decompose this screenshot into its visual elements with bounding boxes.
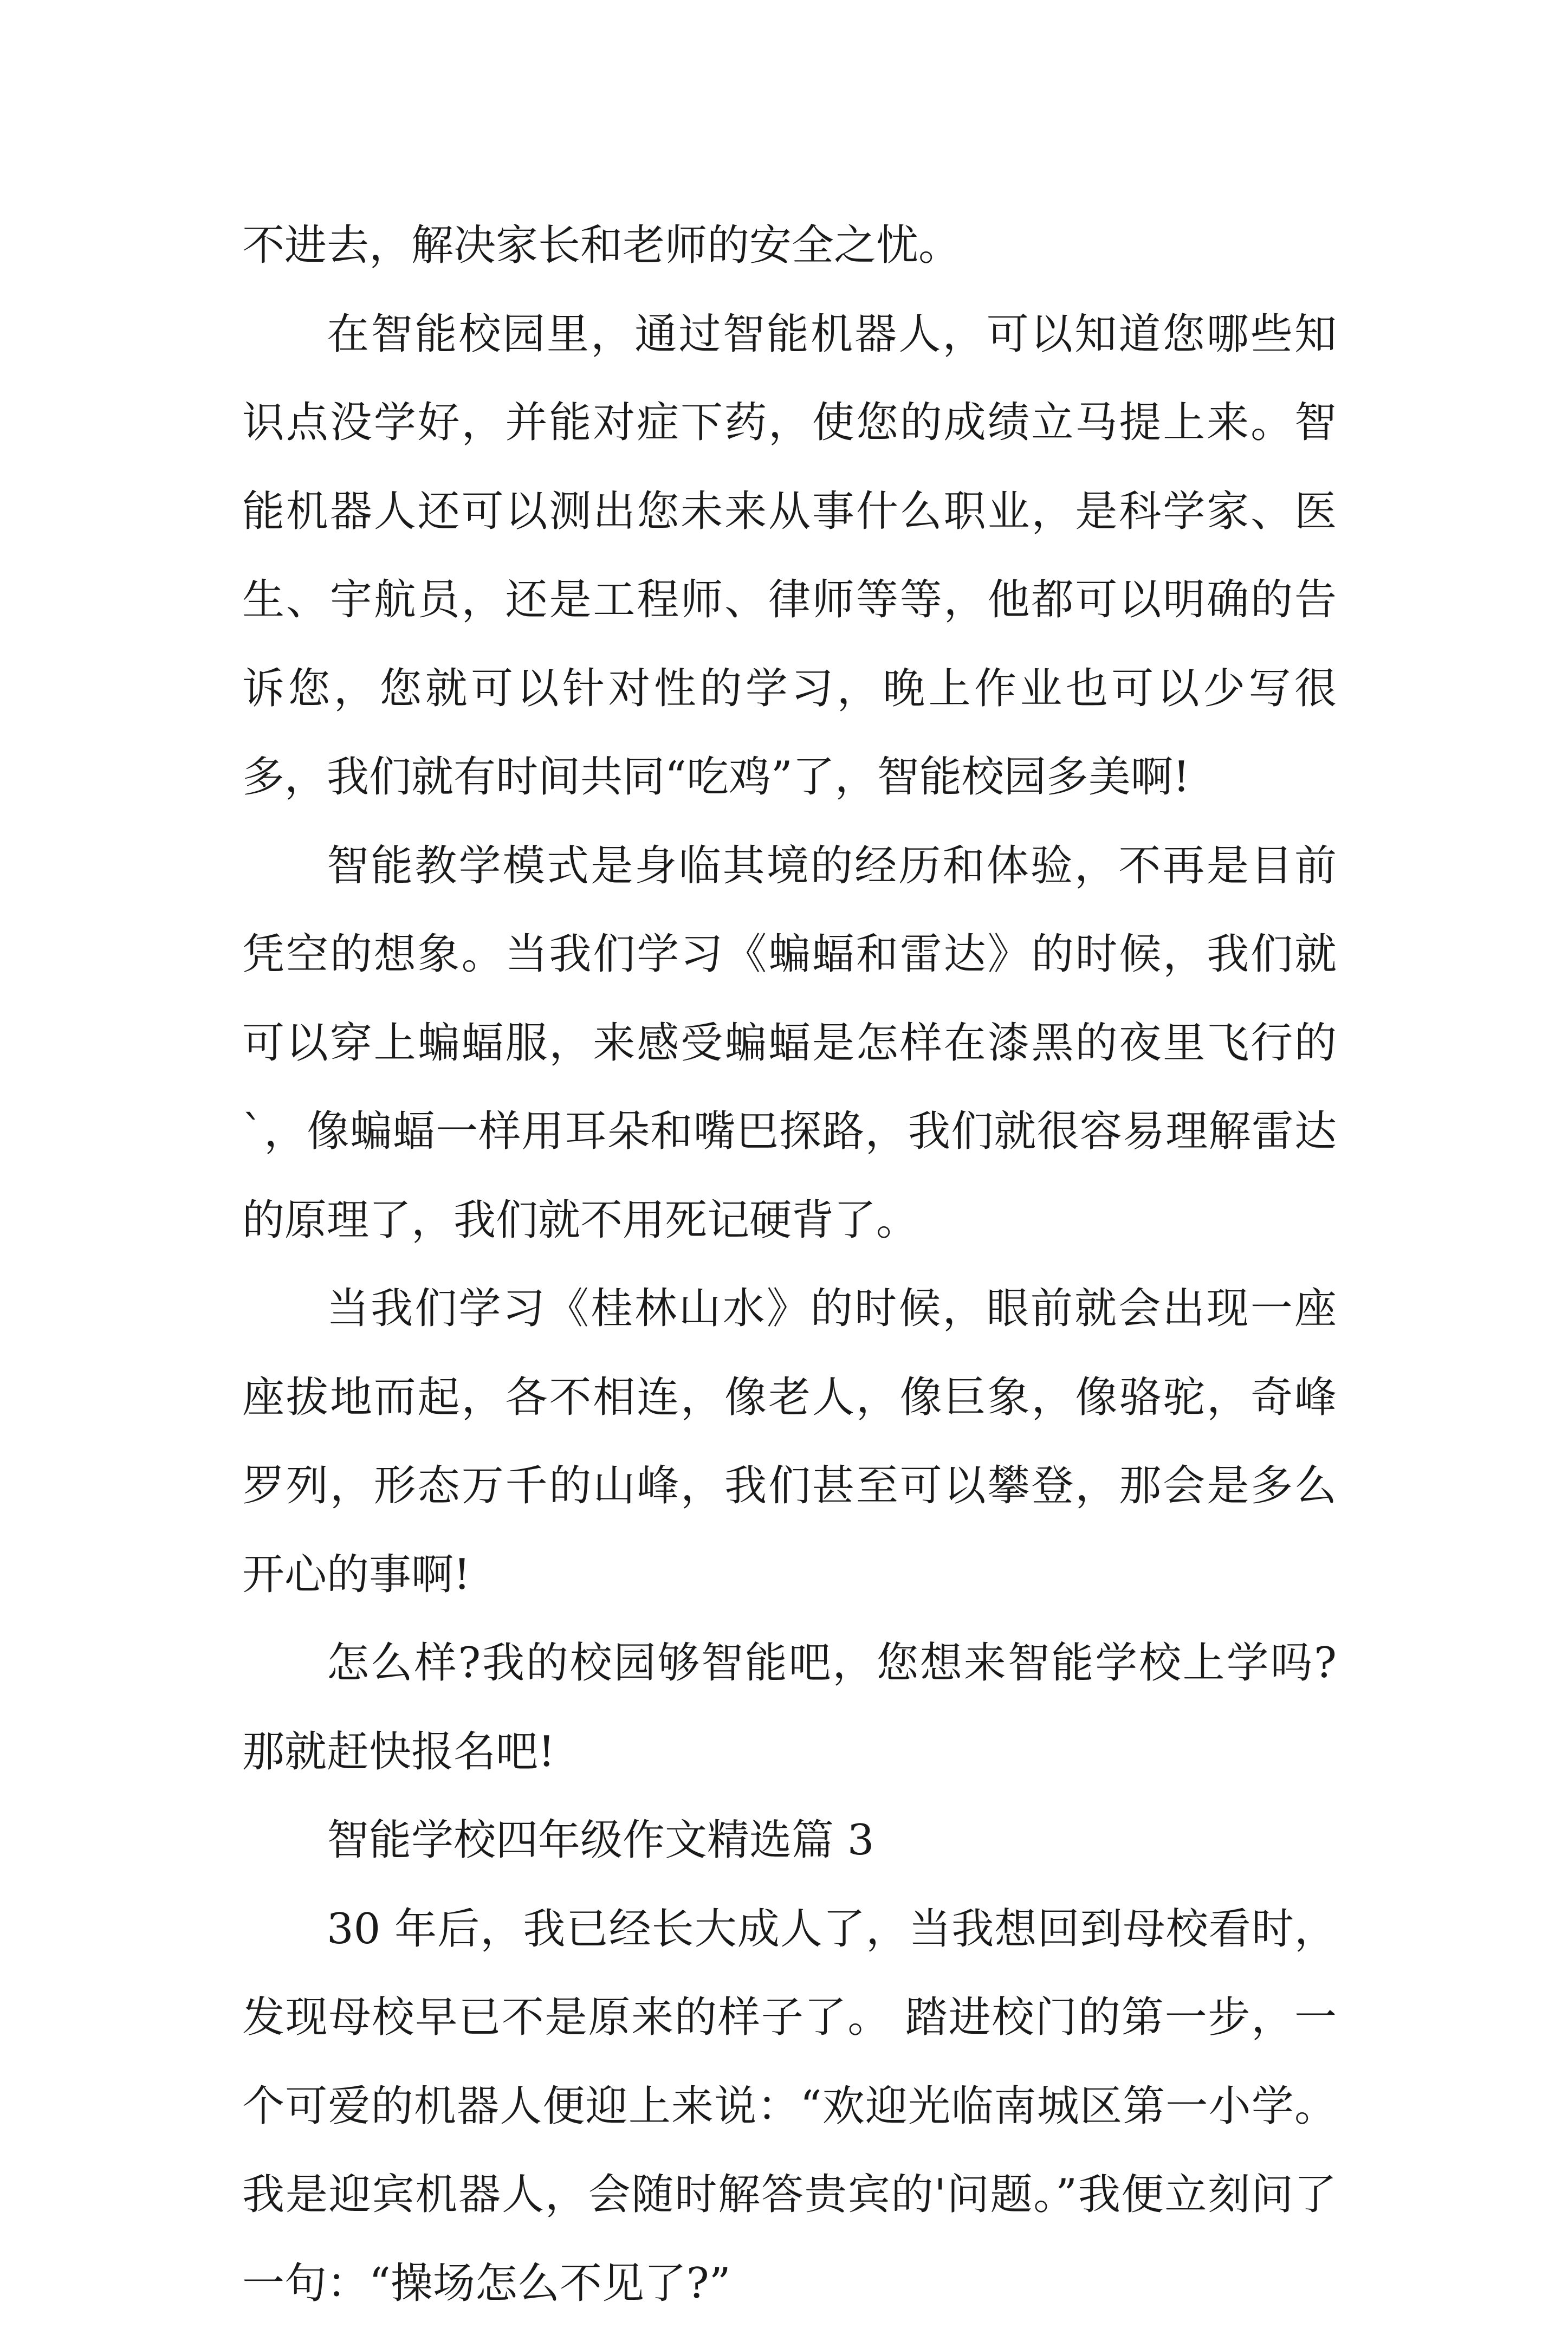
paragraph-immersive-teaching: 智能教学模式是身临其境的经历和体验，不再是目前凭空的想象。当我们学习《蝙蝠和雷达》的时候，我们就可以穿上蝙蝠服，来感受蝙蝠是怎样在漆黑的夜里飞行的`，像蝙蝠一样用耳朵和嘴巴探路，我们就很容易理解雷达的原理了，我们就不用死记硬背了。 <box>242 822 1337 1265</box>
paragraph-thirty-years-later: 30 年后，我已经长大成人了，当我想回到母校看时，发现母校早已不是原来的样子了。 踏进校门的第一步，一个可爱的机器人便迎上来说：“欢迎光临南城区第一小学。我是迎宾机器人，会随时解答贵宾的'问题。”我便立刻问了一句：“操场怎么不见了?” <box>242 1885 1337 2328</box>
essay-section-heading: 智能学校四年级作文精选篇 3 <box>242 1796 1337 1885</box>
paragraph-invitation: 怎么样?我的校园够智能吧，您想来智能学校上学吗?那就赶快报名吧! <box>242 1619 1337 1796</box>
document-body <box>242 202 1337 2328</box>
paragraph-smart-robot: 在智能校园里，通过智能机器人，可以知道您哪些知识点没学好，并能对症下药，使您的成绩立马提上来。智能机器人还可以测出您未来从事什么职业，是科学家、医生、宇航员，还是工程师、律师等等，他都可以明确的告诉您，您就可以针对性的学习，晚上作业也可以少写很多，我们就有时间共同“吃鸡”了，智能校园多美啊! <box>242 290 1337 822</box>
paragraph-continuation: 不进去，解决家长和老师的安全之忧。 <box>242 202 1337 290</box>
paragraph-guilin-landscape: 当我们学习《桂林山水》的时候，眼前就会出现一座座拔地而起，各不相连，像老人，像巨象，像骆驼，奇峰罗列，形态万千的山峰，我们甚至可以攀登，那会是多么开心的事啊! <box>242 1265 1337 1619</box>
